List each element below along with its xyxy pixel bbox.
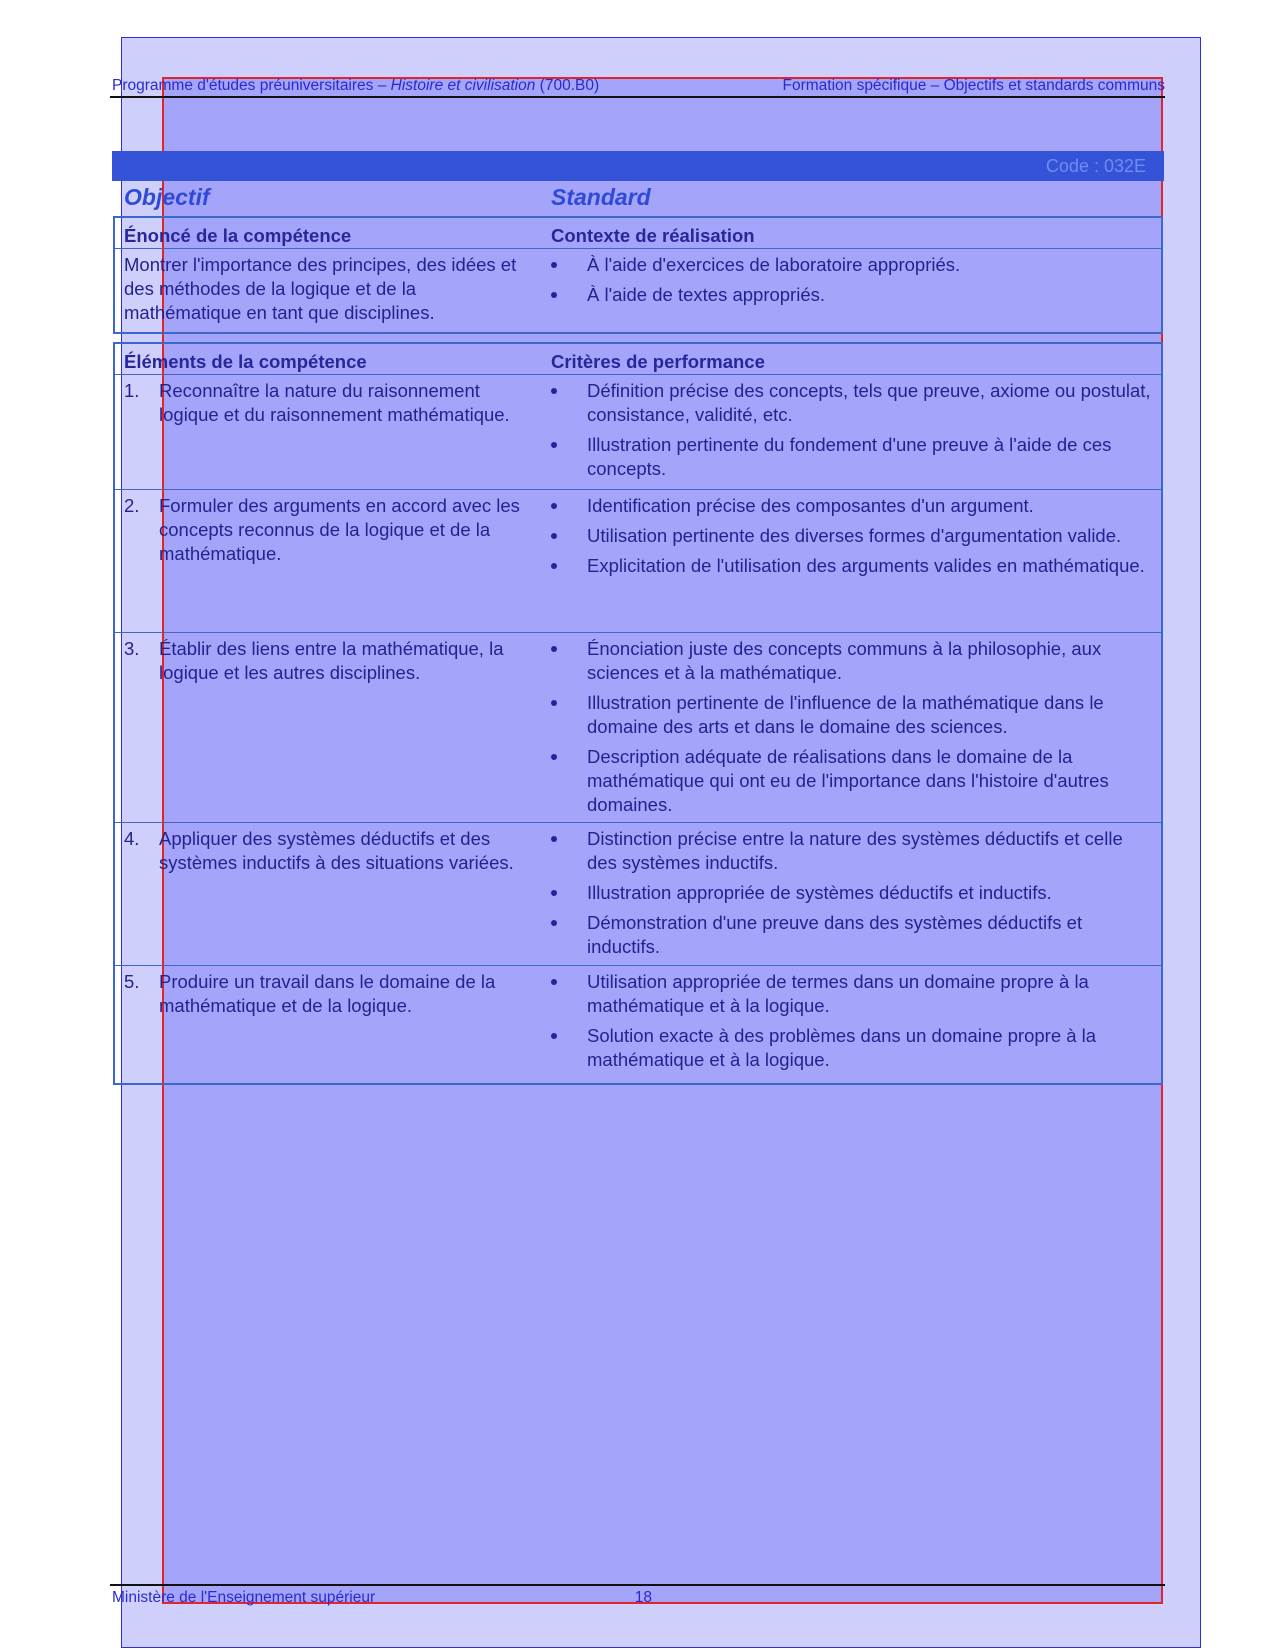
- bullet-icon: [551, 920, 557, 926]
- criteria-list: [551, 494, 1151, 584]
- element-cell: [124, 637, 534, 685]
- list-item: [551, 827, 1151, 875]
- element-number: 3.: [124, 638, 140, 659]
- header-program-code: (700.B0): [535, 77, 600, 94]
- criterion-text: Illustration pertinente de l'influence de la mathématique dans le domaine des arts et dans le domaine des sciences.: [587, 692, 1104, 737]
- competency-statement: Montrer l'importance des principes, des idées et des méthodes de la logique et de la mathématique en tant que disciplines.: [124, 254, 517, 323]
- bullet-icon: [551, 754, 557, 760]
- bullet-icon: [551, 563, 557, 569]
- element-cell: [124, 970, 534, 1018]
- table-row: [115, 375, 1161, 490]
- footer-ministry: Ministère de l'Enseignement supérieur: [112, 1589, 376, 1606]
- element-cell: [124, 827, 534, 875]
- elements-table: [113, 342, 1163, 1085]
- list-item: [551, 494, 1151, 518]
- bullet-icon: [551, 262, 557, 268]
- list-item: [551, 433, 1151, 481]
- element-text: Établir des liens entre la mathématique, la logique et les autres disciplines.: [159, 638, 504, 683]
- element-number: 4.: [124, 828, 140, 849]
- element-text: Formuler des arguments en accord avec les concepts reconnus de la logique et de la mathématique.: [159, 495, 520, 564]
- list-item: [551, 524, 1151, 548]
- element-cell: [124, 379, 534, 427]
- criteria-list: [551, 637, 1151, 823]
- bullet-icon: [551, 1033, 557, 1039]
- criterion-text: Énonciation juste des concepts communs à la philosophie, aux sciences et à la mathématique.: [587, 638, 1102, 683]
- bullet-icon: [551, 292, 557, 298]
- table-row: [115, 633, 1161, 823]
- criterion-text: Démonstration d'une preuve dans des systèmes déductifs et inductifs.: [587, 912, 1083, 957]
- bullet-icon: [551, 836, 557, 842]
- table-header-row: [115, 218, 1161, 249]
- bullet-icon: [551, 503, 557, 509]
- element-text: Appliquer des systèmes déductifs et des systèmes inductifs à des situations variées.: [159, 828, 514, 873]
- header-program-title: Histoire et civilisation: [390, 77, 536, 94]
- head-context: Contexte de réalisation: [551, 225, 755, 246]
- running-header: [112, 77, 1165, 95]
- standard-title: Standard: [551, 184, 651, 210]
- element-cell: [124, 494, 534, 566]
- criterion-text: Utilisation pertinente des diverses formes d'argumentation valide.: [587, 525, 1122, 546]
- page-number: 18: [634, 1589, 652, 1606]
- head-elements: Éléments de la compétence: [124, 351, 367, 372]
- list-item: [551, 691, 1151, 739]
- head-statement: Énoncé de la compétence: [124, 225, 352, 246]
- criterion-text: Explicitation de l'utilisation des arguments valides en mathématique.: [587, 555, 1145, 576]
- bullet-icon: [551, 442, 557, 448]
- list-item: [551, 911, 1151, 959]
- bullet-icon: [551, 979, 557, 985]
- list-item: [551, 745, 1151, 817]
- header-program: Programme d'études préuniversitaires –: [112, 77, 391, 94]
- table-header-row: [115, 344, 1161, 375]
- table-row: [115, 966, 1161, 1081]
- list-item: [551, 1024, 1151, 1072]
- running-footer: [112, 1589, 652, 1607]
- bullet-icon: [551, 388, 557, 394]
- criterion-text: Utilisation appropriée de termes dans un domaine propre à la mathématique et à la logique.: [587, 971, 1089, 1016]
- element-number: 2.: [124, 495, 140, 516]
- context-list: [551, 253, 1151, 313]
- criterion-text: Distinction précise entre la nature des systèmes déductifs et celle des systèmes inductifs.: [587, 828, 1123, 873]
- competency-code: Code : 032E: [1045, 156, 1146, 176]
- table-row: [115, 249, 1161, 332]
- criterion-text: Illustration pertinente du fondement d'une preuve à l'aide de ces concepts.: [587, 434, 1112, 479]
- list-item: [551, 283, 1151, 307]
- competency-table: [113, 216, 1163, 334]
- header-left: [112, 77, 599, 95]
- objectif-title: Objectif: [124, 184, 210, 210]
- context-text: À l'aide de textes appropriés.: [587, 284, 826, 305]
- list-item: [551, 637, 1151, 685]
- element-text: Produire un travail dans le domaine de la mathématique et de la logique.: [159, 971, 496, 1016]
- element-text: Reconnaître la nature du raisonnement logique et du raisonnement mathématique.: [159, 380, 510, 425]
- criterion-text: Illustration appropriée de systèmes déductifs et inductifs.: [587, 882, 1052, 903]
- criterion-text: Solution exacte à des problèmes dans un domaine propre à la mathématique et à la logique.: [587, 1025, 1097, 1070]
- criterion-text: Description adéquate de réalisations dans le domaine de la mathématique qui ont eu de l'importance dans l'histoire d'autres domaines.: [587, 746, 1109, 815]
- table-row: [115, 823, 1161, 966]
- list-item: [551, 970, 1151, 1018]
- criteria-list: [551, 379, 1151, 487]
- criterion-text: Identification précise des composantes d'un argument.: [587, 495, 1034, 516]
- list-item: [551, 253, 1151, 277]
- criterion-text: Définition précise des concepts, tels que preuve, axiome ou postulat, consistance, validité, etc.: [587, 380, 1151, 425]
- bullet-icon: [551, 700, 557, 706]
- list-item: [551, 379, 1151, 427]
- bullet-icon: [551, 533, 557, 539]
- bullet-icon: [551, 890, 557, 896]
- header-right: Formation spécifique – Objectifs et standards communs: [782, 77, 1165, 94]
- head-criteria: Critères de performance: [551, 351, 765, 372]
- code-banner: [112, 151, 1164, 181]
- footer-rule: [110, 1584, 1165, 1586]
- element-number: 1.: [124, 380, 140, 401]
- criteria-list: [551, 827, 1151, 965]
- list-item: [551, 881, 1151, 905]
- criteria-list: [551, 970, 1151, 1078]
- context-text: À l'aide d'exercices de laboratoire appropriés.: [587, 254, 961, 275]
- list-item: [551, 554, 1151, 578]
- bullet-icon: [551, 646, 557, 652]
- element-number: 5.: [124, 971, 140, 992]
- table-row: [115, 490, 1161, 633]
- header-rule: [110, 96, 1165, 98]
